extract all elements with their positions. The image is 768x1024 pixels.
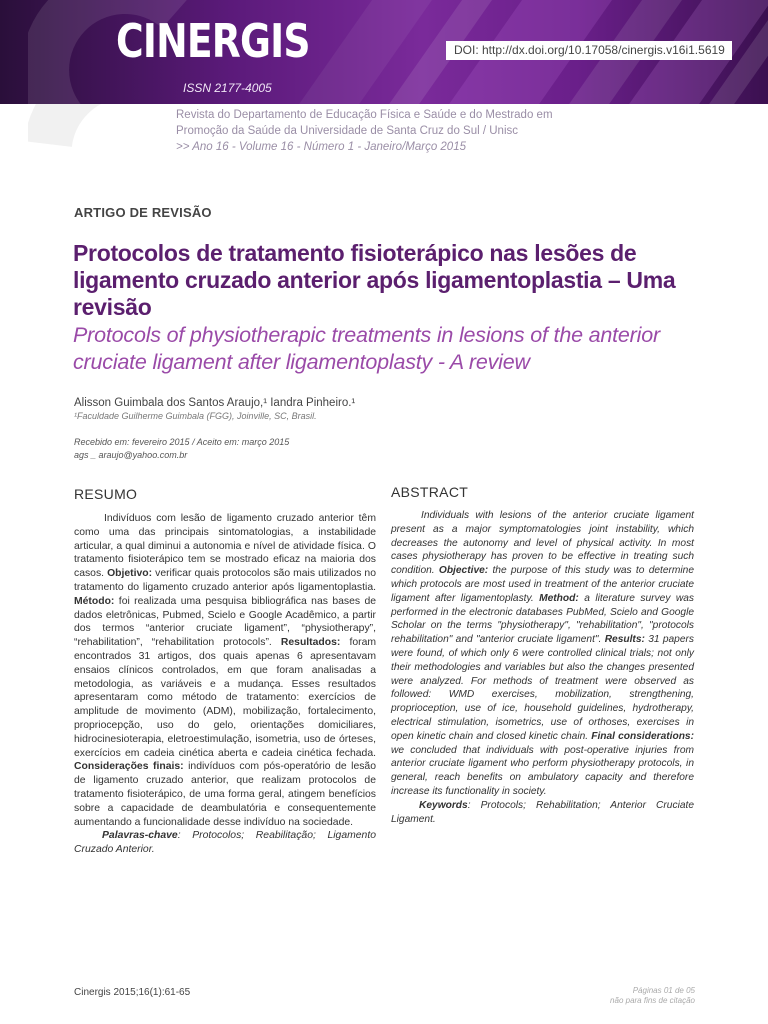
journal-issue: >> Ano 16 - Volume 16 - Número 1 - Janeiro/Março 2015 bbox=[176, 141, 466, 153]
journal-logo: CINERGIS bbox=[116, 14, 310, 68]
abstract-method-label: Method: bbox=[539, 592, 579, 604]
resumo-intro: Indivíduos com lesão de ligamento cruzado anterior têm como uma das principais sintomatologias, a instabilidade articular, a qual diminui a autonomia e nível de atividade física. O tratamento fisioterápico tem se mostrado eficaz na maioria dos casos. bbox=[74, 513, 376, 580]
resumo-keywords-label: Palavras-chave bbox=[102, 830, 178, 842]
abstract-heading: ABSTRACT bbox=[391, 484, 469, 500]
resumo-metodo-label: Método: bbox=[74, 595, 115, 607]
article-title-en: Protocols of physiotherapic treatments in lesions of the anterior cruciate ligament after ligamentoplasty - A review bbox=[73, 323, 660, 374]
resumo-objetivo-label: Objetivo: bbox=[107, 568, 153, 580]
authors: Alisson Guimbala dos Santos Araujo,¹ Iandra Pinheiro.¹ bbox=[74, 397, 356, 409]
resumo-metodo: foi realizada uma pesquisa bibliográfica nas bases de dados eletrônicas, Pubmed, Scielo e Google Acadêmico, a partir dos termos “anterior cruciate ligament”, “physiotherapy”, “rehabilitation”, “rehabilitation protocols”. bbox=[74, 595, 376, 649]
resumo-keywords: : Protocolos; Reabilitação; Ligamento Cruzado Anterior. bbox=[74, 830, 376, 856]
journal-header bbox=[0, 0, 768, 104]
author-email[interactable]: ags _ araujo@yahoo.com.br bbox=[74, 450, 188, 460]
abstract-final-label: Final considerations: bbox=[591, 730, 694, 742]
resumo-consideracoes-label: Considerações finais: bbox=[74, 761, 184, 773]
received-info bbox=[74, 436, 289, 462]
received-dates: Recebido em: fevereiro 2015 / Aceito em: março 2015 bbox=[74, 437, 290, 447]
abstract-method: a literature survey was performed in the electronic databases PubMed, Scielo and Google Scholar on the terms "physiotherapy", "rehabilitation", "protocols rehabilitation" and "anterior cruciate ligament". bbox=[391, 592, 694, 646]
resumo-consideracoes: indivíduos com pós-operatório de lesão de ligamento cruzado anterior, que realizam protocolos de tratamento fisioterápico, de uma forma geral, atingem benefícios sobre a capacidade de deambulatória e consequentemente aumentando a funcionalidade desse indivíduo na sociedade. bbox=[74, 761, 376, 828]
resumo-resultados-label: Resultados: bbox=[280, 637, 341, 649]
abstract-objective: the purpose of this study was to determine which protocols are most used in treatment of the anterior cruciate ligament after ligamentoplasty. bbox=[391, 565, 694, 604]
journal-info bbox=[176, 107, 553, 155]
abstract-keywords-label: Keywords bbox=[419, 799, 468, 811]
resumo-objetivo: verificar quais protocolos são mais utilizados no tratamento do ligamento cruzado anterior após ligamentoplastia. bbox=[74, 568, 376, 593]
abstract-final: we concluded that individuals with post-operative injuries from anterior cruciate ligament who perform physiotherapy protocols, in general, reach benefits on ambulatory capacity and therefore increase its functionality in society. bbox=[391, 744, 694, 797]
doi-link[interactable]: DOI: http://dx.doi.org/10.17058/cinergis.v16i1.5619 bbox=[446, 41, 732, 60]
journal-info-line: Revista do Departamento de Educação Física e Saúde e do Mestrado em bbox=[176, 109, 553, 121]
abstract-objective-label: Objective: bbox=[438, 565, 489, 577]
issn: ISSN 2177-4005 bbox=[183, 81, 272, 95]
article-title-pt: Protocolos de tratamento fisioterápico nas lesões de ligamento cruzado anterior após ligamentoplastia – Uma revisão bbox=[73, 240, 676, 320]
resumo-heading: RESUMO bbox=[74, 486, 138, 502]
footer-pages bbox=[610, 986, 695, 1006]
abstract-intro: Individuals with lesions of the anterior cruciate ligament present as a major symptomatologies joint instability, which decreases the autonomy and level of physical activity. In most cases physiotherapy has proven to be effective in treating such condition. bbox=[391, 510, 694, 577]
section-label: ARTIGO DE REVISÃO bbox=[74, 205, 212, 220]
footer-page-count: Páginas 01 de 05 bbox=[632, 986, 695, 995]
footer-note: não para fins de citação bbox=[610, 996, 695, 1005]
abstract-results-label: Results: bbox=[604, 634, 645, 646]
journal-c-watermark-lower-icon bbox=[28, 104, 148, 164]
abstract-keywords: : Protocols; Rehabilitation; Anterior Cruciate Ligament. bbox=[391, 799, 694, 825]
abstract-results: 31 papers were found, of which only 6 were controlled clinical trials; not only their methodologies and variables but also the changes presented were analyzed. For methods of treatment were observed as followed: WMD exercises, mobilization, strengthening, proprioception, use of ice, household guidelines, hydrotherapy, electrical stimulation, isometrics, use of orthoses, exercises in open kinetic chain and closed kinetic chain. bbox=[391, 634, 694, 742]
footer-citation: Cinergis 2015;16(1):61-65 bbox=[74, 987, 191, 998]
journal-info-line: Promoção da Saúde da Universidade de Santa Cruz do Sul / Unisc bbox=[176, 125, 519, 137]
resumo-text bbox=[74, 512, 376, 857]
resumo-resultados: foram encontrados 31 artigos, dos quais apenas 6 apresentavam ensaios clínicos controlados, em que foram analisadas a metodologia, as variáveis e a mudança. Esses resultados apresentaram como método de tratamento: exercícios de amplitude de movimento (ADM), mobilização, fortalecimento, propriocepção, uso do gelo, orientações domiciliares, hidrocinesioterapia, eletroestimulação, isometria, uso de órteses, exercícios em cadeia cinética aberta e cadeia cinética fechada. bbox=[74, 637, 377, 759]
abstract-text bbox=[391, 509, 694, 826]
affiliation: ¹Faculdade Guilherme Guimbala (FGG), Joinville, SC, Brasil. bbox=[74, 411, 317, 421]
